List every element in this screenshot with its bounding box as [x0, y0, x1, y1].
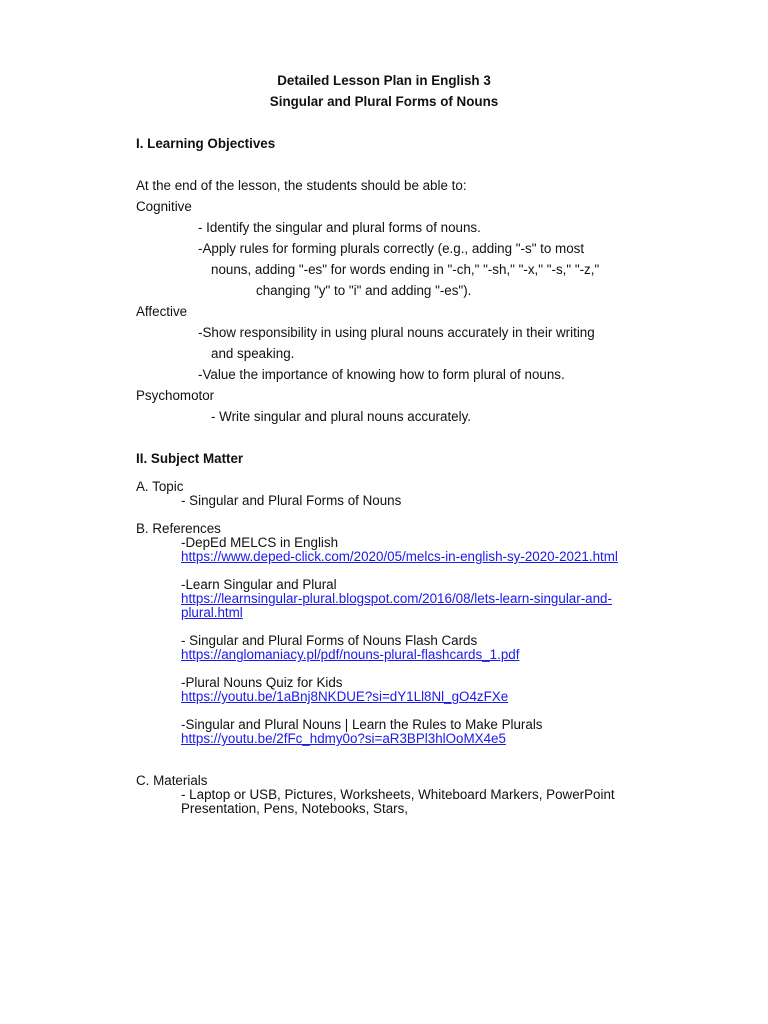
psychomotor-item-1: - Write singular and plural nouns accurately. [211, 409, 472, 424]
materials-label: C. Materials [136, 773, 208, 788]
cognitive-item-2-line-2: nouns, adding "-es" for words ending in "-ch," "-sh," "-x," "-s," "-z," [211, 262, 600, 277]
psychomotor-label: Psychomotor [136, 388, 215, 403]
cognitive-item-1: - Identify the singular and plural forms of nouns. [198, 220, 481, 235]
reference-2-title: -Learn Singular and Plural [181, 577, 337, 592]
affective-item-1-line-2: and speaking. [211, 346, 295, 361]
affective-item-2: -Value the importance of knowing how to form plural of nouns. [198, 367, 565, 382]
affective-item-1-line-1: -Show responsibility in using plural nouns accurately in their writing [198, 325, 595, 340]
title-line-2: Singular and Plural Forms of Nouns [269, 94, 499, 109]
reference-2-link-line-1[interactable]: https://learnsingular-plural.blogspot.com/2016/08/lets-learn-singular-and- [181, 591, 612, 606]
reference-1-link[interactable]: https://www.deped-click.com/2020/05/melcs-in-english-sy-2020-2021.html [181, 549, 618, 564]
reference-4-link[interactable]: https://youtu.be/1aBnj8NKDUE?si=dY1Ll8Nl_gO4zFXe [181, 689, 509, 704]
affective-label: Affective [136, 304, 188, 319]
cognitive-item-2-line-1: -Apply rules for forming plurals correctly (e.g., adding "-s" to most [198, 241, 585, 256]
objectives-heading: I. Learning Objectives [136, 136, 276, 151]
materials-line-1: - Laptop or USB, Pictures, Worksheets, Whiteboard Markers, PowerPoint [181, 787, 615, 802]
reference-5-title: -Singular and Plural Nouns | Learn the Rules to Make Plurals [181, 717, 543, 732]
reference-3-title: - Singular and Plural Forms of Nouns Flash Cards [181, 633, 478, 648]
reference-1-title: -DepEd MELCS in English [181, 535, 339, 550]
objectives-intro: At the end of the lesson, the students should be able to: [136, 178, 467, 193]
reference-2-link-line-2[interactable]: plural.html [181, 605, 243, 620]
references-label: B. References [136, 521, 221, 536]
cognitive-label: Cognitive [136, 199, 192, 214]
reference-4-title: -Plural Nouns Quiz for Kids [181, 675, 343, 690]
topic-value: - Singular and Plural Forms of Nouns [181, 493, 402, 508]
reference-3-link[interactable]: https://anglomaniacy.pl/pdf/nouns-plural-flashcards_1.pdf [181, 647, 520, 662]
reference-5-link[interactable]: https://youtu.be/2fFc_hdmy0o?si=aR3BPl3hlOoMX4e5 [181, 731, 506, 746]
subject-matter-heading: II. Subject Matter [136, 451, 244, 466]
topic-label: A. Topic [136, 479, 184, 494]
title-line-1: Detailed Lesson Plan in English 3 [277, 73, 491, 88]
cognitive-item-2-line-3: changing "y" to "i" and adding "-es"). [256, 283, 472, 298]
materials-line-2: Presentation, Pens, Notebooks, Stars, [181, 801, 409, 816]
